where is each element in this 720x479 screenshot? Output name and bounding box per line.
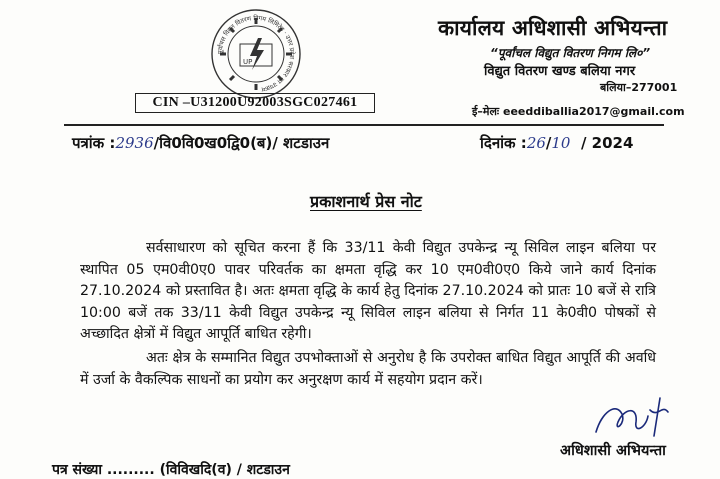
organization-name: “पूर्वांचल विद्युत वितरण निगम लि०” (490, 46, 651, 60)
date-label: दिनांक : (480, 134, 527, 152)
seal-ring-text: पूर्वांचल विद्युत वितरण निगम लिमिटेड · उत्तर प्रदेश सरकार का उपक्रम (216, 14, 296, 93)
date-year: / 2024 (580, 134, 634, 152)
body-paragraph-1: सर्वसाधारण को सूचित करना हैं कि 33/11 केवी विद्युत उपकेन्द्र न्यू सिविल लाइन बलिया पर स्थापित 05 एम0वी0ए0 पावर परिवर्तक का क्षमता वृद्धि कर 10 एम0वी0ए0 किये जाने कार्य दिनांक 27.10.2024 को प्रस्तावित है। अतः क्षमता वृद्धि के कार्य हेतु दिनांक 27.10.2024 को प्रातः 10 बजें से रात्रि 10:00 बजें तक 33/11 केवी विद्युत उपकेन्द्र न्यू सिविल लाइन बलिया से निर्गत 11 के0वी0 पोषकों से अच्छादित क्षेत्रों में विद्युत आपूर्ति बाधित रहेगी। (80, 240, 656, 342)
signatory-title: अधिशासी अभियन्ता (560, 443, 666, 459)
reference-number: 2936 (115, 134, 154, 152)
header-divider (64, 124, 664, 126)
company-seal-logo (200, 8, 312, 100)
email-line (472, 104, 685, 119)
reference-label: पत्रांक : (72, 134, 116, 152)
city-pincode: बलिया–277001 (600, 81, 678, 94)
date-month: 10 (551, 134, 571, 152)
email-address: eeeddiballia2017@gmail.com (503, 105, 685, 118)
division-name: विद्युत वितरण खण्ड बलिया नगर (484, 64, 636, 79)
office-title: कार्यालय अधिशासी अभियन्ता (438, 16, 668, 40)
cin-box: CIN –U31200U92003SGC027461 (135, 93, 375, 113)
reference-line (72, 133, 329, 153)
reference-suffix: /वि0वि0ख0द्वि0(ब)/ शटडाउन (153, 134, 330, 152)
seal-center-text: UP (243, 58, 253, 66)
date-line: दिनांक :26/10 / 2024 (480, 134, 634, 152)
footer-reference-cut: पत्र संख्या ......... (विविखदि(व) / शटडाउन (52, 462, 290, 478)
date-day: 26 (526, 134, 546, 152)
email-label: ई–मेलः (472, 105, 500, 118)
body-paragraph-2: अतः क्षेत्र के सम्मानित विद्युत उपभोक्ताओं से अनुरोध है कि उपरोक्त बाधित विद्युत आपूर्ति की अवधि में उर्जा के वैकल्पिक साधनों का प्रयोग कर अनुरक्षण कार्य में सहयोग प्रदान करें। (80, 350, 656, 388)
press-note-heading: प्रकाशनार्थ प्रेस नोट (310, 192, 422, 211)
handwritten-signature (588, 392, 684, 442)
